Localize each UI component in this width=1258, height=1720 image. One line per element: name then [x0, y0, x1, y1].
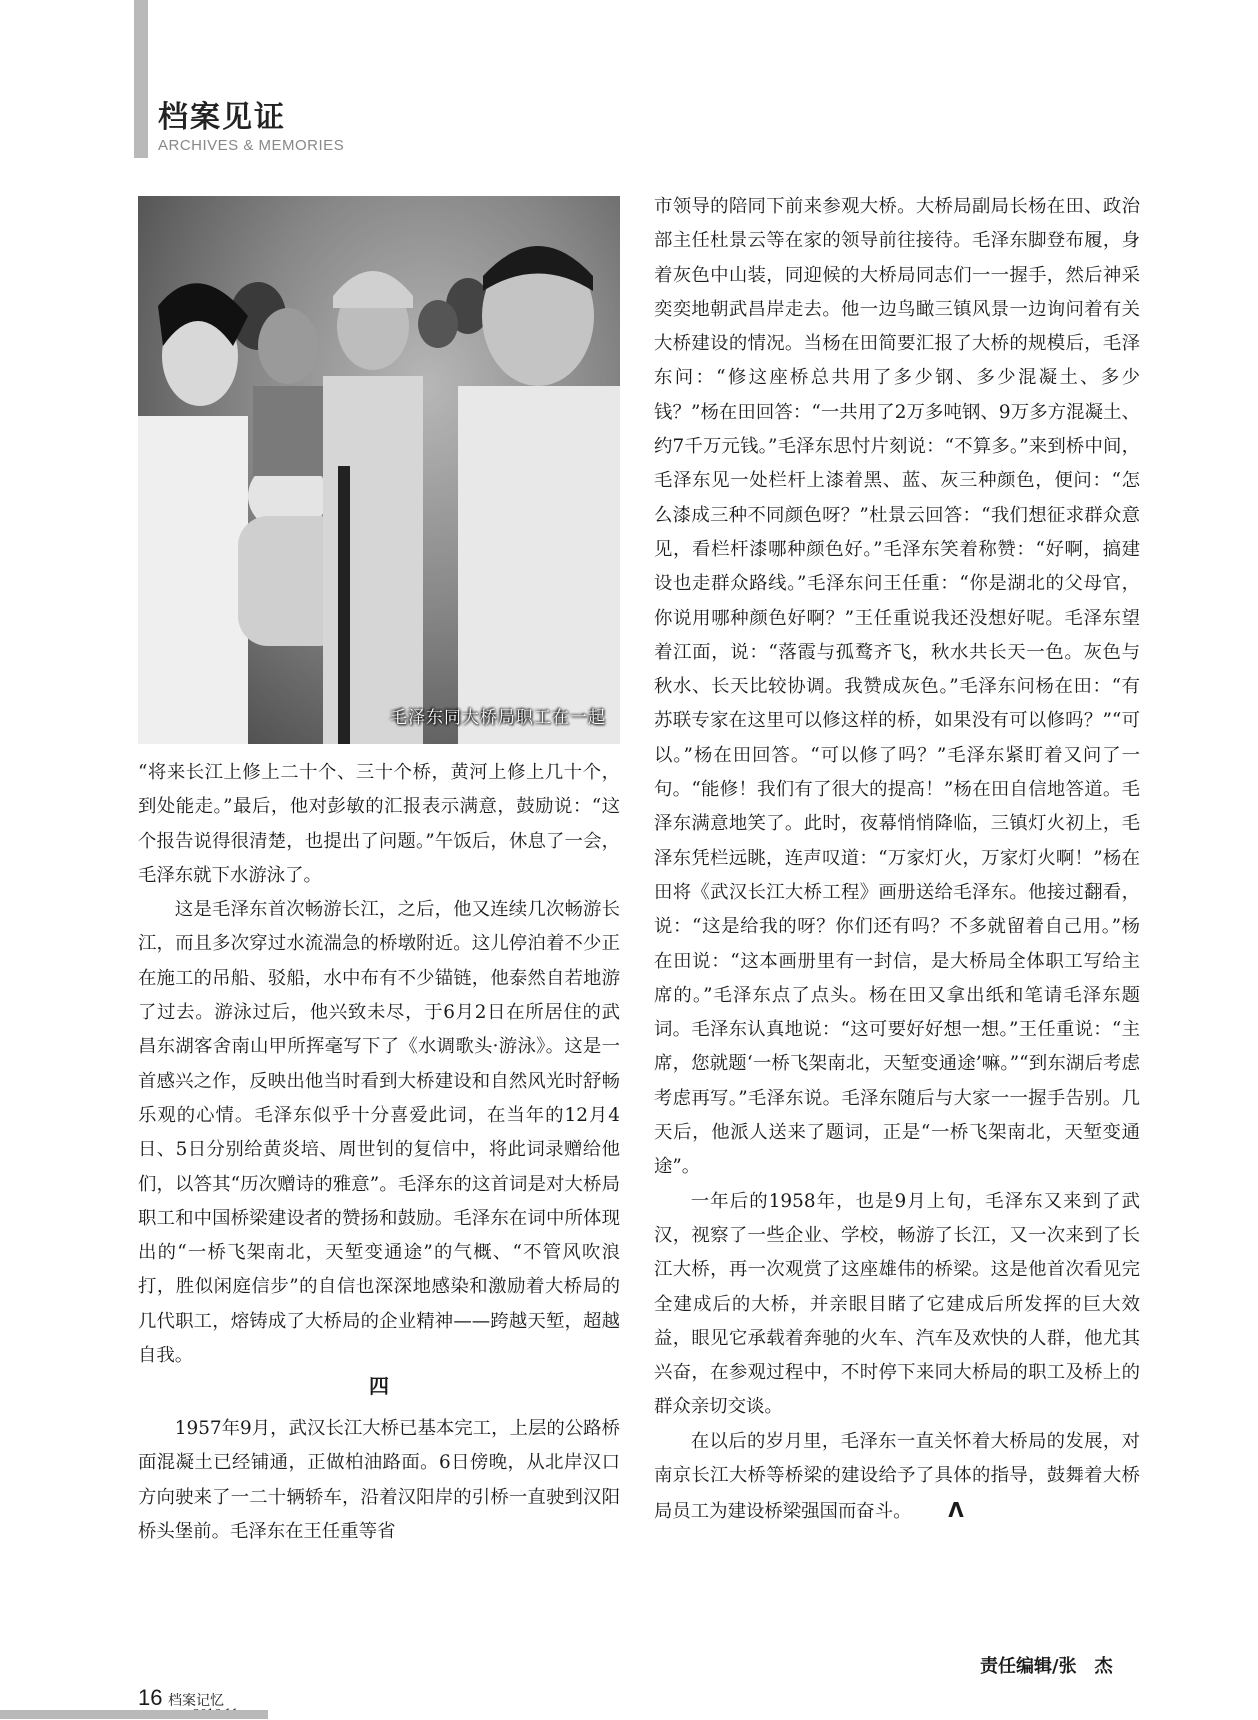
- photo-illustration: [138, 196, 620, 744]
- page-number: 16: [138, 1685, 163, 1710]
- historical-photo: [138, 196, 620, 744]
- left-column-top: [138, 756, 620, 1373]
- paragraph: 这是毛泽东首次畅游长江，之后，他又连续几次畅游长江，而且多次穿过水流湍急的桥墩附近。这儿停泊着不少正在施工的吊船、驳船，水中布有不少锚链，他泰然自若地游了过去。游泳过后，他兴致未尽，于6月2日在所居住的武昌东湖客舍南山甲所挥毫写下了《水调歌头·游泳》。这是一首感兴之作，反映出他当时看到大桥建设和自然风光时舒畅乐观的心情。毛泽东似乎十分喜爱此词，在当年的12月4日、5日分别给黄炎培、周世钊的复信中，将此词录赠给他们，以答其“历次赠诗的雅意”。毛泽东的这首词是对大桥局职工和中国桥梁建设者的赞扬和鼓励。毛泽东在词中所体现出的“一桥飞架南北，天堑变通途”的气概、“不管风吹浪打，胜似闲庭信步”的自信也深深地感染和激励着大桥局的几代职工，熔铸成了大桥局的企业精神——跨越天堑，超越自我。: [138, 899, 620, 1367]
- section-subtitle: ARCHIVES & MEMORIES: [158, 137, 345, 154]
- paragraph: [654, 1425, 1140, 1530]
- left-column-bottom: [138, 1412, 620, 1549]
- magazine-name: 档案记忆: [168, 1693, 224, 1709]
- paragraph: “将来长江上修上二十个、三十个桥，黄河上修上几十个，到处能走。”最后，他对彭敏的汇报表示满意，鼓励说：“这个报告说得很清楚，也提出了问题。”午饭后，休息了一会，毛泽东就下水游泳了。: [138, 762, 620, 886]
- end-mark-icon: Λ: [948, 1498, 964, 1523]
- right-column: [654, 190, 1140, 1530]
- section-heading: 四: [369, 1374, 389, 1398]
- paragraph-text: 在以后的岁月里，毛泽东一直关怀着大桥局的发展，对南京长江大桥等桥梁的建设给予了具体的指导，鼓舞着大桥局员工为建设桥梁强国而奋斗。: [654, 1430, 1140, 1523]
- photo-caption: 毛泽东同大桥局职工在一起: [390, 708, 606, 728]
- footer-rule: [0, 1710, 268, 1719]
- editor-credit: 责任编辑/张 杰: [980, 1656, 1113, 1677]
- paragraph: 一年后的1958年，也是9月上旬，毛泽东又来到了武汉，视察了一些企业、学校，畅游了长江，又一次来到了长江大桥，再一次观赏了这座雄伟的桥梁。这是他首次看见完全建成后的大桥，并亲眼目睹了它建成后所发挥的巨大效益，眼见它承载着奔驰的火车、汽车及欢快的人群，他尤其兴奋，在参观过程中，不时停下来同大桥局的职工及桥上的群众亲切交谈。: [654, 1190, 1140, 1418]
- section-title: 档案见证: [158, 100, 286, 135]
- paragraph: 1957年9月，武汉长江大桥已基本完工，上层的公路桥面混凝土已经铺通，正做柏油路面。6日傍晚，从北岸汉口方向驶来了一二十辆轿车，沿着汉阳岸的引桥一直驶到汉阳桥头堡前。毛泽东在王任重等省: [138, 1418, 620, 1542]
- paragraph: 市领导的陪同下前来参观大桥。大桥局副局长杨在田、政治部主任杜景云等在家的领导前往接待。毛泽东脚登布履，身着灰色中山装，同迎候的大桥局同志们一一握手，然后神采奕奕地朝武昌岸走去。他一边鸟瞰三镇风景一边询问着有关大桥建设的情况。当杨在田简要汇报了大桥的规模后，毛泽东问：“修这座桥总共用了多少钢、多少混凝土、多少钱？”杨在田回答：“一共用了2万多吨钢、9万多方混凝土、约7千万元钱。”毛泽东思忖片刻说：“不算多。”来到桥中间，毛泽东见一处栏杆上漆着黑、蓝、灰三种颜色，便问：“怎么漆成三种不同颜色呀？”杜景云回答：“我们想征求群众意见，看栏杆漆哪种颜色好。”毛泽东笑着称赞：“好啊，搞建设也走群众路线。”毛泽东问王任重：“你是湖北的父母官，你说用哪种颜色好啊？”王任重说我还没想好呢。毛泽东望着江面，说：“落霞与孤鹜齐飞，秋水共长天一色。灰色与秋水、长天比较协调。我赞成灰色。”毛泽东问杨在田：“有苏联专家在这里可以修这样的桥，如果没有可以修吗？”“可以。”杨在田回答。“可以修了吗？”毛泽东紧盯着又问了一句。“能修！我们有了很大的提高！”杨在田自信地答道。毛泽东满意地笑了。此时，夜幕悄悄降临，三镇灯火初上，毛泽东凭栏远眺，连声叹道：“万家灯火，万家灯火啊！”杨在田将《武汉长江大桥工程》画册送给毛泽东。他接过翻看，说：“这是给我的呀？你们还有吗？不多就留着自己用。”杨在田说：“这本画册里有一封信，是大桥局全体职工写给主席的。”毛泽东点了点头。杨在田又拿出纸和笔请毛泽东题词。毛泽东认真地说：“这可要好好想一想。”王任重说：“主席，您就题‘一桥飞架南北，天堑变通途’嘛。”“到东湖后考虑考虑再写。”毛泽东说。毛泽东随后与大家一一握手告别。几天后，他派人送来了题词，正是“一桥飞架南北，天堑变通途”。: [654, 196, 1140, 1178]
- header-rule: [134, 0, 148, 158]
